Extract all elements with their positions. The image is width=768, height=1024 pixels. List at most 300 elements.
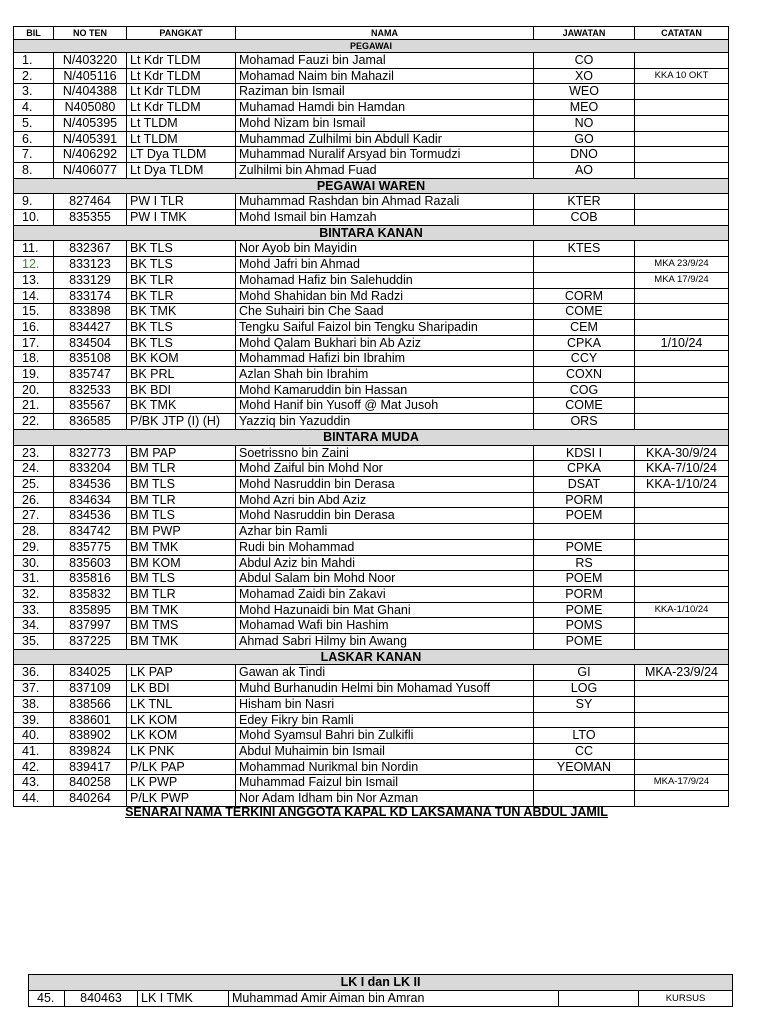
cell-jawatan: LTO [534,728,635,744]
cell-nama: Mohamad Hafiz bin Salehuddin [236,272,534,288]
cell-catatan [635,84,729,100]
cell-no-ten: 832367 [54,241,127,257]
cell-jawatan: MEO [534,100,635,116]
cell-bil: 2. [14,68,54,84]
cell-catatan [635,539,729,555]
cell-jawatan: CCY [534,351,635,367]
cell-no-ten: 827464 [54,194,127,210]
cell-catatan [635,571,729,587]
cell-jawatan [534,272,635,288]
cell-bil: 5. [14,115,54,131]
header-catatan: CATATAN [635,27,729,40]
cell-no-ten: 836585 [54,414,127,430]
cell-catatan [635,131,729,147]
cell-pangkat: P/LK PWP [127,791,236,807]
cell-nama: Mohammad Nurikmal bin Nordin [236,759,534,775]
cell-bil: 12. [14,257,54,273]
cell-jawatan: COME [534,398,635,414]
cell-bil: 44. [14,791,54,807]
cell-nama: Rudi bin Mohammad [236,539,534,555]
cell-bil: 7. [14,147,54,163]
cell-pangkat: BK TMK [127,398,236,414]
cell-jawatan: XO [534,68,635,84]
cell-no-ten: 834536 [54,476,127,492]
cell-jawatan: CEM [534,319,635,335]
table-row [14,68,729,84]
table-row [14,241,729,257]
cell-no-ten: N/406292 [54,147,127,163]
cell-no-ten: 838566 [54,696,127,712]
cell-pangkat: BM TMK [127,539,236,555]
cell-nama: Che Suhairi bin Che Saad [236,304,534,320]
cell-pangkat: BM TMK [127,634,236,650]
cell-catatan [635,696,729,712]
cell-pangkat: BM TLS [127,508,236,524]
cell-catatan [635,524,729,540]
cell-pangkat: LK KOM [127,728,236,744]
cell-bil: 40. [14,728,54,744]
cell-bil: 18. [14,351,54,367]
table-row [14,759,729,775]
cell-catatan [635,618,729,634]
cell-bil: 6. [14,131,54,147]
cell-pangkat: BK TLR [127,288,236,304]
cell-no-ten: 835816 [54,571,127,587]
cell-jawatan: SY [534,696,635,712]
cell-catatan [635,147,729,163]
cell-catatan [635,492,729,508]
cell-nama: Mohd Shahidan bin Md Radzi [236,288,534,304]
cell-no-ten: 835747 [54,367,127,383]
header-nama: NAMA [236,27,534,40]
cell-no-ten: 833129 [54,272,127,288]
cell-jawatan: POME [534,539,635,555]
cell-catatan: KKA-1/10/24 [635,602,729,618]
cell-nama: Muhammad Zulhilmi bin Abdull Kadir [236,131,534,147]
cell-nama: Mohd Ismail bin Hamzah [236,210,534,226]
cell-no-ten: N/405391 [54,131,127,147]
cell-jawatan: CO [534,53,635,69]
section-header [29,975,733,991]
cell-no-ten: 840258 [54,775,127,791]
cell-pangkat: LK I TMK [138,991,229,1007]
cell-nama: Abdul Aziz bin Mahdi [236,555,534,571]
section-header [14,225,729,241]
cell-no-ten: 834634 [54,492,127,508]
cell-nama: Yazziq bin Yazuddin [236,414,534,430]
cell-bil: 33. [14,602,54,618]
cell-catatan [635,241,729,257]
table-row [14,210,729,226]
cell-bil: 37. [14,681,54,697]
cell-jawatan: POEM [534,508,635,524]
cell-pangkat: BM TLR [127,586,236,602]
cell-no-ten: 834025 [54,665,127,681]
cell-jawatan: POMS [534,618,635,634]
cell-bil: 39. [14,712,54,728]
table-row [14,304,729,320]
cell-pangkat: LK PNK [127,743,236,759]
cell-no-ten: 835895 [54,602,127,618]
cell-bil: 4. [14,100,54,116]
cell-catatan [635,555,729,571]
table-row [14,53,729,69]
cell-catatan [635,382,729,398]
cell-no-ten: 833174 [54,288,127,304]
cell-catatan: KKA-7/10/24 [635,461,729,477]
table-row [14,100,729,116]
cell-bil: 38. [14,696,54,712]
header-pangkat: PANGKAT [127,27,236,40]
cell-catatan [635,53,729,69]
cell-jawatan: GO [534,131,635,147]
table-row [14,743,729,759]
cell-bil: 20. [14,382,54,398]
cell-catatan [635,288,729,304]
cell-nama: Mohd Zaiful bin Mohd Nor [236,461,534,477]
cell-catatan: MKA-17/9/24 [635,775,729,791]
cell-jawatan: CPKA [534,335,635,351]
table-row [14,665,729,681]
cell-pangkat: BM PAP [127,445,236,461]
table-row [14,257,729,273]
cell-nama: Mohd Hanif bin Yusoff @ Mat Jusoh [236,398,534,414]
cell-jawatan: LOG [534,681,635,697]
cell-pangkat: LT Dya TLDM [127,147,236,163]
cell-catatan [635,398,729,414]
cell-pangkat: BK TLR [127,272,236,288]
cell-pangkat: LK PWP [127,775,236,791]
table-row [14,382,729,398]
cell-no-ten: 835355 [54,210,127,226]
cell-jawatan: CPKA [534,461,635,477]
cell-nama: Mohd Nizam bin Ismail [236,115,534,131]
cell-jawatan: KDSI I [534,445,635,461]
cell-pangkat: Lt Kdr TLDM [127,53,236,69]
crew-roster-table [13,26,729,807]
cell-bil: 42. [14,759,54,775]
cell-jawatan: COME [534,304,635,320]
cell-bil: 29. [14,539,54,555]
cell-no-ten: 839824 [54,743,127,759]
cell-pangkat: BK TLS [127,241,236,257]
cell-pangkat: BM TLS [127,476,236,492]
cell-no-ten: 832533 [54,382,127,398]
cell-pangkat: BM TLR [127,492,236,508]
cell-bil: 10. [14,210,54,226]
table-row [14,696,729,712]
cell-no-ten: N/405116 [54,68,127,84]
cell-bil: 19. [14,367,54,383]
cell-jawatan: WEO [534,84,635,100]
cell-catatan [635,728,729,744]
header-row [14,27,729,40]
cell-bil: 32. [14,586,54,602]
table-row [14,272,729,288]
cell-nama: Mohd Jafri bin Ahmad [236,257,534,273]
cell-pangkat: BM TMS [127,618,236,634]
table-row [14,508,729,524]
cell-bil: 22. [14,414,54,430]
cell-pangkat: Lt Dya TLDM [127,162,236,178]
table-row [14,712,729,728]
cell-nama: Muhammad Rashdan bin Ahmad Razali [236,194,534,210]
cell-bil: 45. [29,991,65,1007]
cell-nama: Mohd Qalam Bukhari bin Ab Aziz [236,335,534,351]
section-label: BINTARA KANAN [14,225,729,241]
cell-catatan [635,791,729,807]
table-row [14,728,729,744]
cell-nama: Raziman bin Ismail [236,84,534,100]
section-label: PEGAWAI [14,40,729,53]
cell-pangkat: PW I TMK [127,210,236,226]
cell-jawatan: RS [534,555,635,571]
cell-bil: 36. [14,665,54,681]
cell-jawatan: DSAT [534,476,635,492]
table-row [14,335,729,351]
cell-catatan [635,351,729,367]
table-row [14,524,729,540]
cell-catatan [635,681,729,697]
table-row [14,791,729,807]
cell-nama: Mohd Kamaruddin bin Hassan [236,382,534,398]
cell-jawatan: NO [534,115,635,131]
cell-bil: 28. [14,524,54,540]
cell-no-ten: 835108 [54,351,127,367]
cell-jawatan [534,791,635,807]
cell-pangkat: BM PWP [127,524,236,540]
cell-nama: Mohd Nasruddin bin Derasa [236,476,534,492]
cell-no-ten: 839417 [54,759,127,775]
cell-no-ten: 835603 [54,555,127,571]
table-row [14,398,729,414]
cell-no-ten: 837225 [54,634,127,650]
cell-no-ten: 834504 [54,335,127,351]
cell-no-ten: 838601 [54,712,127,728]
cell-jawatan [534,257,635,273]
cell-pangkat: Lt Kdr TLDM [127,84,236,100]
cell-bil: 31. [14,571,54,587]
cell-jawatan [534,524,635,540]
cell-pangkat: P/BK JTP (I) (H) [127,414,236,430]
cell-jawatan: KTER [534,194,635,210]
cell-bil: 35. [14,634,54,650]
cell-nama: Abdul Salam bin Mohd Noor [236,571,534,587]
cell-nama: Mohammad Hafizi bin Ibrahim [236,351,534,367]
cell-pangkat: BK PRL [127,367,236,383]
cell-bil: 24. [14,461,54,477]
cell-nama: Mohamad Zaidi bin Zakavi [236,586,534,602]
cell-nama: Tengku Saiful Faizol bin Tengku Sharipadin [236,319,534,335]
cell-bil: 43. [14,775,54,791]
cell-jawatan: ORS [534,414,635,430]
roster-body [14,40,729,807]
cell-jawatan: CORM [534,288,635,304]
cell-nama: Abdul Muhaimin bin Ismail [236,743,534,759]
cell-nama: Hisham bin Nasri [236,696,534,712]
table-row [14,492,729,508]
cell-jawatan: PORM [534,492,635,508]
table-row [14,461,729,477]
cell-catatan [635,304,729,320]
cell-pangkat: BK TMK [127,304,236,320]
cell-no-ten: N/406077 [54,162,127,178]
cell-pangkat: Lt TLDM [127,131,236,147]
cell-jawatan [534,775,635,791]
cell-catatan [635,210,729,226]
cell-pangkat: LK TNL [127,696,236,712]
cell-no-ten: 833898 [54,304,127,320]
cell-bil: 30. [14,555,54,571]
cell-no-ten: 840463 [65,991,138,1007]
cell-nama: Muhammad Faizul bin Ismail [236,775,534,791]
cell-pangkat: Lt Kdr TLDM [127,68,236,84]
cell-no-ten: 835567 [54,398,127,414]
section-label: LK I dan LK II [29,975,733,991]
cell-nama: Mohd Syamsul Bahri bin Zulkifli [236,728,534,744]
cell-nama: Mohamad Wafi bin Hashim [236,618,534,634]
cell-pangkat: P/LK PAP [127,759,236,775]
cell-jawatan: GI [534,665,635,681]
cell-nama: Ahmad Sabri Hilmy bin Awang [236,634,534,650]
cell-bil: 17. [14,335,54,351]
cell-jawatan: POME [534,602,635,618]
section-label: PEGAWAI WAREN [14,178,729,194]
cell-catatan [635,586,729,602]
cell-nama: Azhar bin Ramli [236,524,534,540]
cell-pangkat: BM TLS [127,571,236,587]
cell-bil: 41. [14,743,54,759]
cell-no-ten: N/404388 [54,84,127,100]
cell-pangkat: BK KOM [127,351,236,367]
table-row [14,319,729,335]
cell-nama: Zulhilmi bin Ahmad Fuad [236,162,534,178]
cell-no-ten: 834427 [54,319,127,335]
cell-catatan [635,414,729,430]
section-header [14,429,729,445]
cell-catatan [635,743,729,759]
table-row [29,991,733,1007]
cell-catatan [635,759,729,775]
cell-catatan: MKA 17/9/24 [635,272,729,288]
cell-no-ten: 832773 [54,445,127,461]
cell-pangkat: Lt Kdr TLDM [127,100,236,116]
cell-jawatan: DNO [534,147,635,163]
cell-catatan: KKA-1/10/24 [635,476,729,492]
cell-no-ten: 834742 [54,524,127,540]
cell-bil: 27. [14,508,54,524]
cell-jawatan: COB [534,210,635,226]
header-bil: BIL [14,27,54,40]
cell-catatan: MKA 23/9/24 [635,257,729,273]
cell-nama: Mohd Hazunaidi bin Mat Ghani [236,602,534,618]
cell-pangkat: BK BDI [127,382,236,398]
cell-bil: 9. [14,194,54,210]
table-row [14,414,729,430]
cell-catatan [635,319,729,335]
table-row [14,115,729,131]
cell-jawatan: CC [534,743,635,759]
cell-jawatan: COXN [534,367,635,383]
cell-nama: Nor Adam Idham bin Nor Azman [236,791,534,807]
cell-catatan [635,634,729,650]
cell-jawatan [559,991,639,1007]
cell-jawatan [534,712,635,728]
cell-bil: 26. [14,492,54,508]
table-row [14,445,729,461]
cell-jawatan: KTES [534,241,635,257]
cell-jawatan: YEOMAN [534,759,635,775]
table-row [14,681,729,697]
header-jawatan: JAWATAN [534,27,635,40]
table-row [14,351,729,367]
table-row [14,586,729,602]
cell-nama: Mohd Azri bin Abd Aziz [236,492,534,508]
cell-pangkat: BK TLS [127,257,236,273]
cell-catatan [635,115,729,131]
cell-catatan: KKA-30/9/24 [635,445,729,461]
cell-nama: Mohd Nasruddin bin Derasa [236,508,534,524]
cell-nama: Mohamad Fauzi bin Jamal [236,53,534,69]
cell-no-ten: 833123 [54,257,127,273]
cell-pangkat: PW I TLR [127,194,236,210]
cell-no-ten: N/405395 [54,115,127,131]
cell-bil: 3. [14,84,54,100]
cell-jawatan: AO [534,162,635,178]
cell-bil: 23. [14,445,54,461]
cell-bil: 34. [14,618,54,634]
table-row [14,476,729,492]
header-no-ten: NO TEN [54,27,127,40]
section-header [14,178,729,194]
cell-nama: Nor Ayob bin Mayidin [236,241,534,257]
cell-nama: Azlan Shah bin Ibrahim [236,367,534,383]
cell-nama: Edey Fikry bin Ramli [236,712,534,728]
cell-no-ten: N405080 [54,100,127,116]
cell-catatan: KURSUS [639,991,733,1007]
table-row [14,602,729,618]
cell-jawatan: POEM [534,571,635,587]
cell-bil: 11. [14,241,54,257]
cell-nama: Muhamad Hamdi bin Hamdan [236,100,534,116]
cell-no-ten: 835832 [54,586,127,602]
cell-no-ten: 837997 [54,618,127,634]
cell-pangkat: BK TLS [127,319,236,335]
table-row [14,555,729,571]
cell-pangkat: BM TLR [127,461,236,477]
cell-nama: Muhd Burhanudin Helmi bin Mohamad Yusoff [236,681,534,697]
cell-catatan [635,194,729,210]
table-row [14,539,729,555]
cell-no-ten: 838902 [54,728,127,744]
document-title: SENARAI NAMA TERKINI ANGGOTA KAPAL KD LAKSAMANA TUN ABDUL JAMIL [125,805,608,819]
cell-no-ten: 837109 [54,681,127,697]
cell-nama: Muhammad Amir Aiman bin Amran [229,991,559,1007]
table-row [14,84,729,100]
cell-bil: 8. [14,162,54,178]
cell-catatan [635,367,729,383]
table-row [14,194,729,210]
table-row [14,618,729,634]
cell-catatan [635,162,729,178]
cell-jawatan: POME [534,634,635,650]
cell-pangkat: BK TLS [127,335,236,351]
cell-no-ten: 834536 [54,508,127,524]
cell-nama: Muhammad Nuralif Arsyad bin Tormudzi [236,147,534,163]
cell-catatan: MKA-23/9/24 [635,665,729,681]
cell-jawatan: PORM [534,586,635,602]
table-row [14,147,729,163]
